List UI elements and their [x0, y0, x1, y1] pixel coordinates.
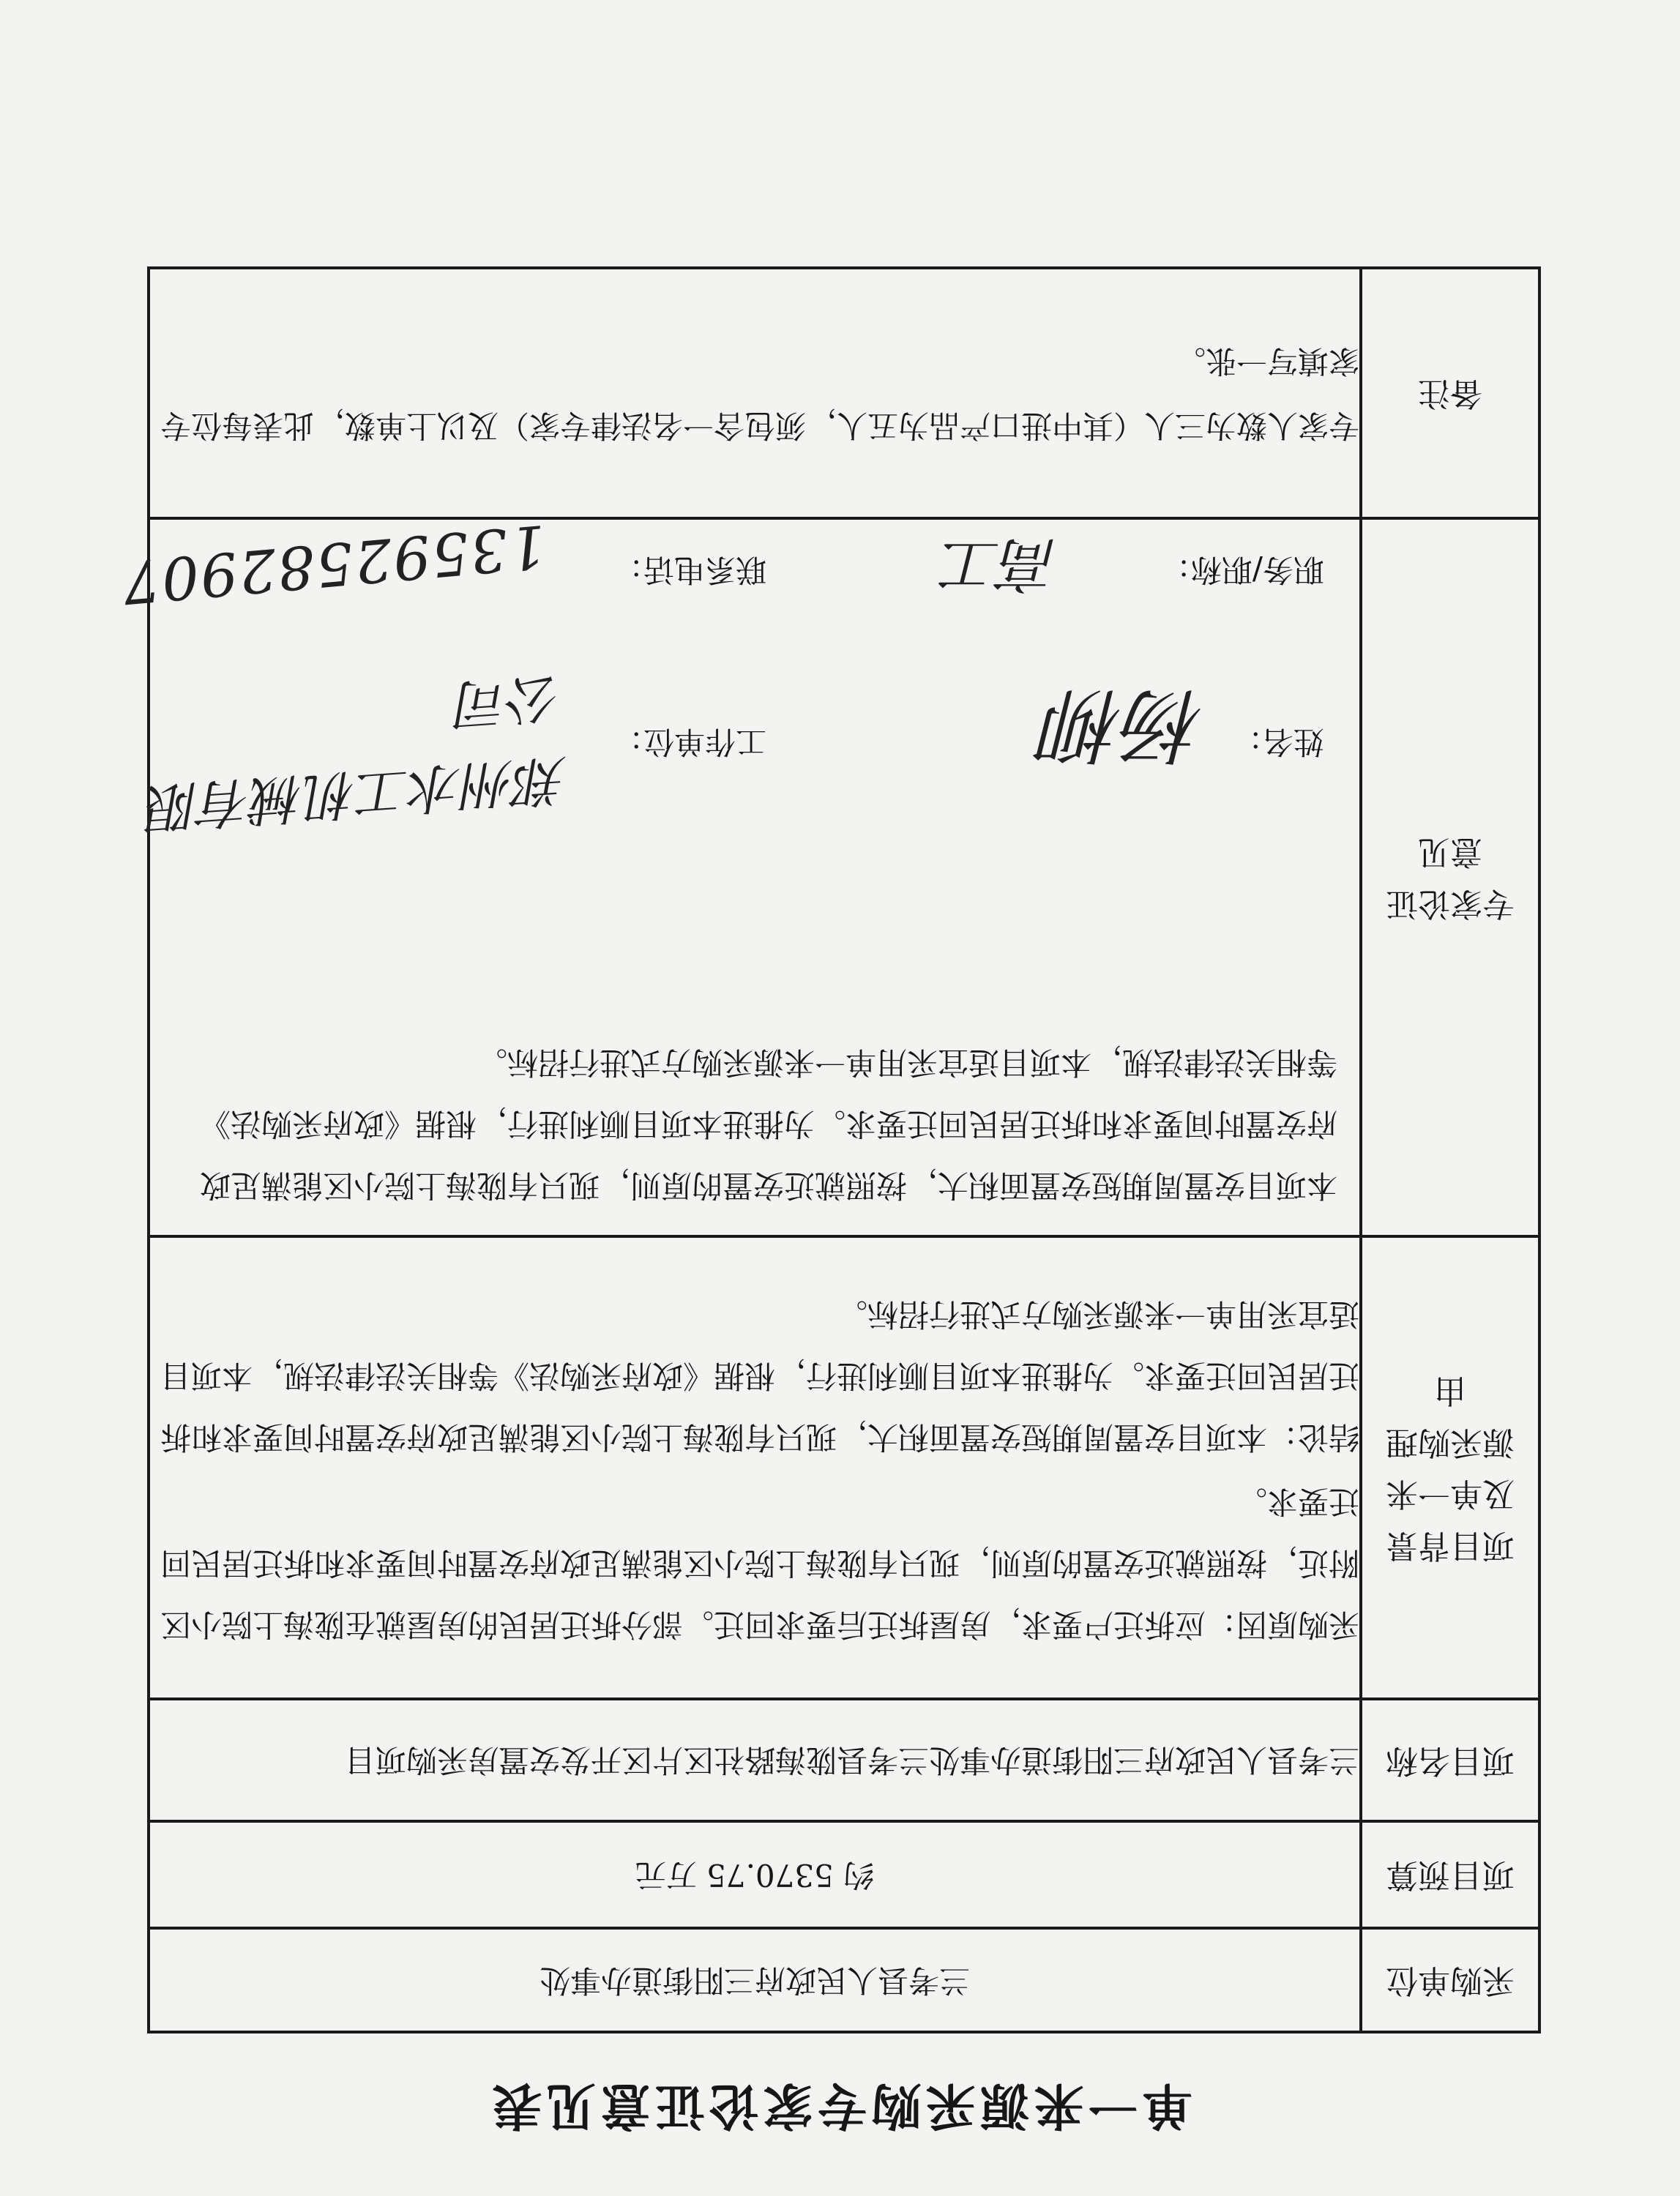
conclusion-paragraph: 结论：本项目安置周期短安置面积大，现只有陇海上院小区能满足政府安置时间要求和拆迁居民回迁要求。为推进本项目顺利进行，根据《政府采购法》等相关法律法规，本项目适宜采用单一来源采购方式进行招标。 — [160, 1296, 1359, 1455]
purchasing-unit-label: 采购单位 — [1361, 1928, 1539, 2032]
row-background-reason — [149, 1236, 1539, 1699]
opinion-form-table — [119, 266, 1541, 2033]
project-budget-label: 项目预算 — [1361, 1821, 1539, 1929]
remarks-label: 备注 — [1361, 268, 1539, 518]
expert-org-label: 工作单位： — [612, 723, 766, 760]
row-project-name — [149, 1699, 1539, 1821]
expert-opinion-label: 专家论证意见 — [1361, 518, 1539, 1236]
project-budget-value: 约 5370.75 万元 — [149, 1821, 1361, 1929]
expert-title-label: 职务/职称： — [1160, 551, 1324, 588]
row-expert-opinion — [149, 518, 1539, 1236]
expert-opinion-text: 本项目安置周期短安置面积大，按照就近安置的原则，现只有陇海上院小区能满足政府安置时间要求和拆迁居民回迁要求。为推进本项目顺利进行，根据《政府采购法》等相关法律法规，本项目适宜采用单一来源采购方式进行招标。 — [199, 1044, 1337, 1203]
expert-title-handwritten: 高工 — [942, 529, 1059, 598]
expert-phone-label: 联系电话： — [612, 551, 766, 588]
document-title: 单一来源采购专家论证意见表 — [488, 2076, 1192, 2135]
expert-phone-handwritten: 13592582907 — [119, 511, 549, 617]
purchasing-unit-value: 兰考县人民政府三阳街道办事处 — [149, 1928, 1361, 2032]
expert-name-handwritten: 杨柳 — [1045, 677, 1206, 772]
row-remarks — [149, 268, 1539, 518]
project-name-label: 项目名称 — [1361, 1699, 1539, 1821]
background-reason-content — [149, 1236, 1361, 1699]
reason-paragraph: 采购原因：应拆迁户要求，房屋拆迁后要求回迁。部分拆迁居民的房屋就在陇海上院小区附近，按照就近安置的原则，现只有陇海上院小区能满足政府安置时间要求和拆迁居民回迁要求。 — [160, 1483, 1359, 1643]
expert-opinion-cell — [119, 511, 1361, 1236]
expert-signature-block — [119, 511, 1337, 842]
remarks-value: 专家人数为三人（其中进口产品为五人，须包含一名法律专家）及以上单数，此表每位专家填写一张。 — [149, 268, 1361, 518]
expert-org-handwritten: 郑州水工机械有限公司 — [144, 666, 570, 839]
expert-name-label: 姓名： — [1231, 723, 1324, 760]
row-project-budget — [149, 1821, 1539, 1929]
row-purchasing-unit — [149, 1928, 1539, 2032]
background-reason-label: 项目背景及单一来源采购理由 — [1361, 1236, 1539, 1699]
project-name-value: 兰考县人民政府三阳街道办事处兰考县陇海路社区片区开发安置房采购项目 — [149, 1699, 1361, 1821]
